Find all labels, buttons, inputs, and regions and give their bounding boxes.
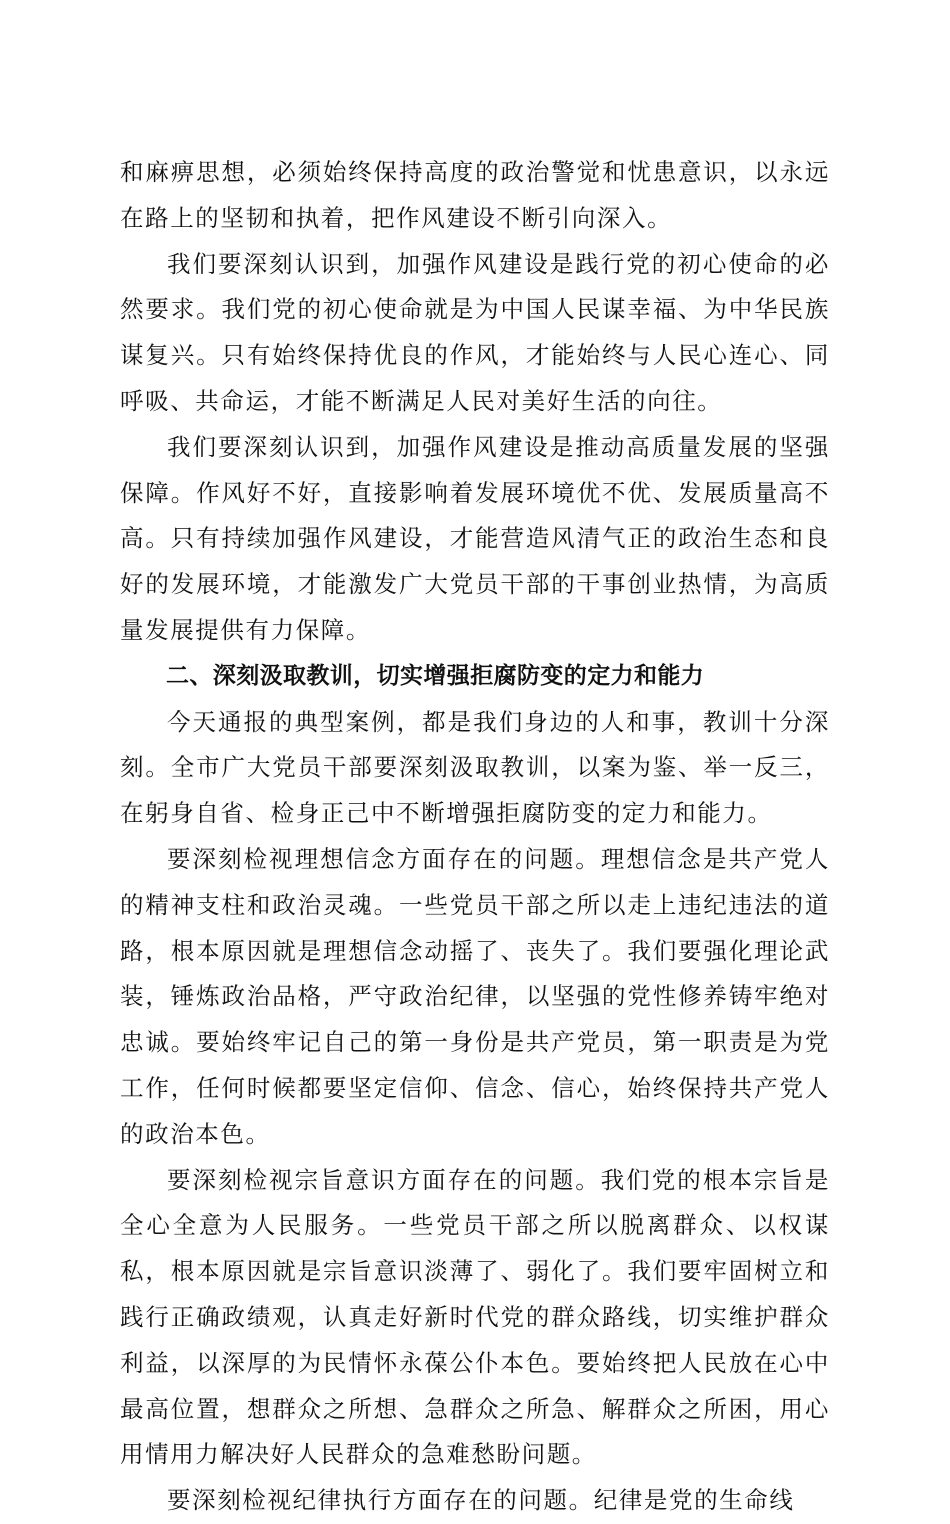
paragraph-purpose-awareness: 要深刻检视宗旨意识方面存在的问题。我们党的根本宗旨是全心全意为人民服务。一些党员干部之所以脱离群众、以权谋私，根本原因就是宗旨意识淡薄了、弱化了。我们要牢固树立和践行正确政绩观，认真走好新时代党的群众路线，切实维护群众利益，以深厚的为民情怀永葆公仆本色。要始终把人民放在心中最高位置，想群众之所想、急群众之所急、解群众之所困，用心用情用力解决好人民群众的急难愁盼问题。 (120, 1165, 830, 1469)
paragraph-ideals-beliefs: 要深刻检视理想信念方面存在的问题。理想信念是共产党人的精神支柱和政治灵魂。一些党员干部之所以走上违纪违法的道路，根本原因就是理想信念动摇了、丧失了。我们要强化理论武装，锤炼政治品格，严守政治纪律，以坚强的党性修养铸牢绝对忠诚。要始终牢记自己的第一身份是共产党员，第一职责是为党工作，任何时候都要坚定信仰、信念、信心，始终保持共产党人的政治本色。 (120, 844, 830, 1148)
paragraph-typical-cases: 今天通报的典型案例，都是我们身边的人和事，教训十分深刻。全市广大党员干部要深刻汲取教训，以案为鉴、举一反三，在躬身自省、检身正己中不断增强拒腐防变的定力和能力。 (120, 707, 830, 828)
paragraph-discipline: 要深刻检视纪律执行方面存在的问题。纪律是党的生命线 (167, 1486, 795, 1515)
paragraph-initial-mission: 我们要深刻认识到，加强作风建设是践行党的初心使命的必然要求。我们党的初心使命就是为中国人民谋幸福、为中华民族谋复兴。只有始终保持优良的作风，才能始终与人民心连心、同呼吸、共命运，才能不断满足人民对美好生活的向往。 (120, 249, 830, 415)
paragraph-development-guarantee: 我们要深刻认识到，加强作风建设是推动高质量发展的坚强保障。作风好不好，直接影响着发展环境优不优、发展质量高不高。只有持续加强作风建设，才能营造风清气正的政治生态和良好的发展环境，才能激发广大党员干部的干事创业热情，为高质量发展提供有力保障。 (120, 432, 830, 644)
paragraph-continued: 和麻痹思想，必须始终保持高度的政治警觉和忧患意识，以永远在路上的坚韧和执着，把作风建设不断引向深入。 (120, 158, 830, 232)
document-body (120, 150, 830, 1524)
section-heading-2: 二、深刻汲取教训，切实增强拒腐防变的定力和能力 (166, 662, 705, 689)
